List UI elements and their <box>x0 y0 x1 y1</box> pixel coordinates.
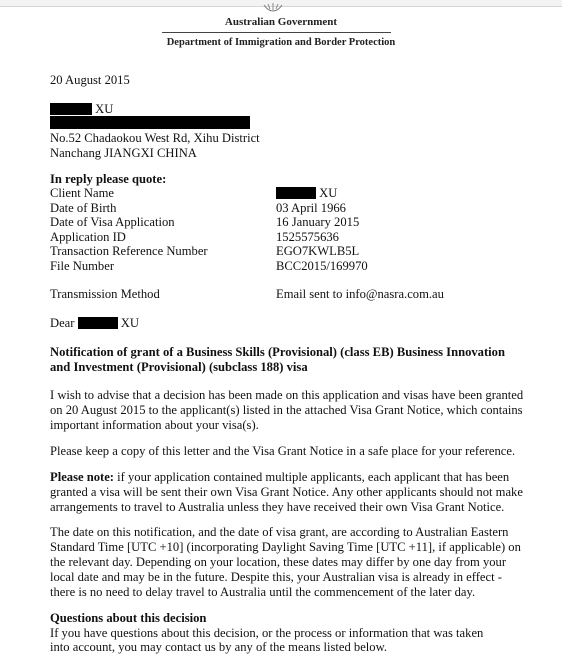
para1-line-1: I wish to advise that a decision has been made on this application and visas have been granted <box>50 388 524 402</box>
field-label-client-name: Client Name <box>50 186 115 200</box>
questions-line-2: into account, you may contact us by any of the means listed below. <box>50 640 388 654</box>
field-value-application-id: 1525575636 <box>276 229 339 244</box>
salutation-suffix: XU <box>120 316 139 330</box>
field-label-application-id: Application ID <box>50 229 126 244</box>
recipient-name <box>50 102 113 117</box>
reply-heading: In reply please quote: <box>50 172 167 186</box>
header-rule <box>162 32 391 33</box>
field-value-dob: 03 April 1966 <box>276 200 346 215</box>
para3-line-2: granted a visa will be sent their own Visa Grant Notice. Any other applicants should not make <box>50 485 523 499</box>
transmission-label: Transmission Method <box>50 287 160 301</box>
para1-line-2: on 20 August 2015 to the applicant(s) listed in the attached Visa Grant Notice, which contains <box>50 403 523 417</box>
para1-line-3: important information about your visa(s). <box>50 418 259 432</box>
transmission-value: Email sent to info@nasra.com.au <box>276 287 444 301</box>
coat-of-arms-icon <box>262 3 284 13</box>
recipient-name-suffix: XU <box>95 102 114 116</box>
salutation <box>50 316 139 331</box>
para4-line-3: the relevant day. Depending on your location, these dates may differ by one day from your <box>50 555 507 569</box>
redaction <box>50 116 250 129</box>
letter-date: 20 August 2015 <box>50 73 130 87</box>
address-line-2: Nanchang JIANGXI CHINA <box>50 146 197 160</box>
department-title: Department of Immigration and Border Protection <box>166 37 396 48</box>
government-title: Australian Government <box>224 16 338 28</box>
field-label-file-number: File Number <box>50 258 115 273</box>
para3-line-1 <box>50 470 509 485</box>
questions-heading: Questions about this decision <box>50 611 207 625</box>
field-value-trn: EGO7KWLB5L <box>276 244 360 258</box>
redaction <box>50 103 92 115</box>
para4-line-5: there is no need to delay travel to Australia until the commencement of the later day. <box>50 585 476 599</box>
redaction <box>276 187 316 199</box>
subject-line-2: and Investment (Provisional) (subclass 188) visa <box>50 360 308 374</box>
redaction <box>78 317 118 329</box>
para3-line-3: arrangements to travel to Australia unless they have received their own Visa Grant Notice. <box>50 500 505 514</box>
field-value-file-number: BCC2015/169970 <box>276 258 368 273</box>
subject-line-1: Notification of grant of a Business Skills (Provisional) (class EB) Business Innovation <box>50 345 505 359</box>
field-label-application-date: Date of Visa Application <box>50 215 175 229</box>
field-label-dob: Date of Birth <box>50 200 117 215</box>
please-note-label: Please note: <box>50 470 114 484</box>
para4-line-2: Standard Time [UTC +10] (incorporating Daylight Saving Time [UTC +11], if applicable) on <box>50 540 521 554</box>
redacted-line <box>50 116 250 131</box>
para3-text: if your application contained multiple applicants, each applicant that has been <box>114 470 510 484</box>
questions-line-1: If you have questions about this decision, or the process or information that was taken <box>50 626 484 640</box>
para2: Please keep a copy of this letter and the Visa Grant Notice in a safe place for your reference. <box>50 444 516 458</box>
para4-line-1: The date on this notification, and the date of visa grant, are according to Australian Eastern <box>50 525 509 539</box>
field-label-trn: Transaction Reference Number <box>50 244 208 258</box>
field-value-client-name <box>276 186 337 201</box>
address-line-1: No.52 Chadaokou West Rd, Xihu District <box>50 131 260 145</box>
para4-line-4: local date and may be in the future. Despite this, your Australian visa is already in effect - <box>50 570 502 584</box>
client-name-suffix: XU <box>319 186 338 200</box>
field-value-application-date: 16 January 2015 <box>276 215 360 229</box>
salutation-prefix: Dear <box>50 316 75 330</box>
